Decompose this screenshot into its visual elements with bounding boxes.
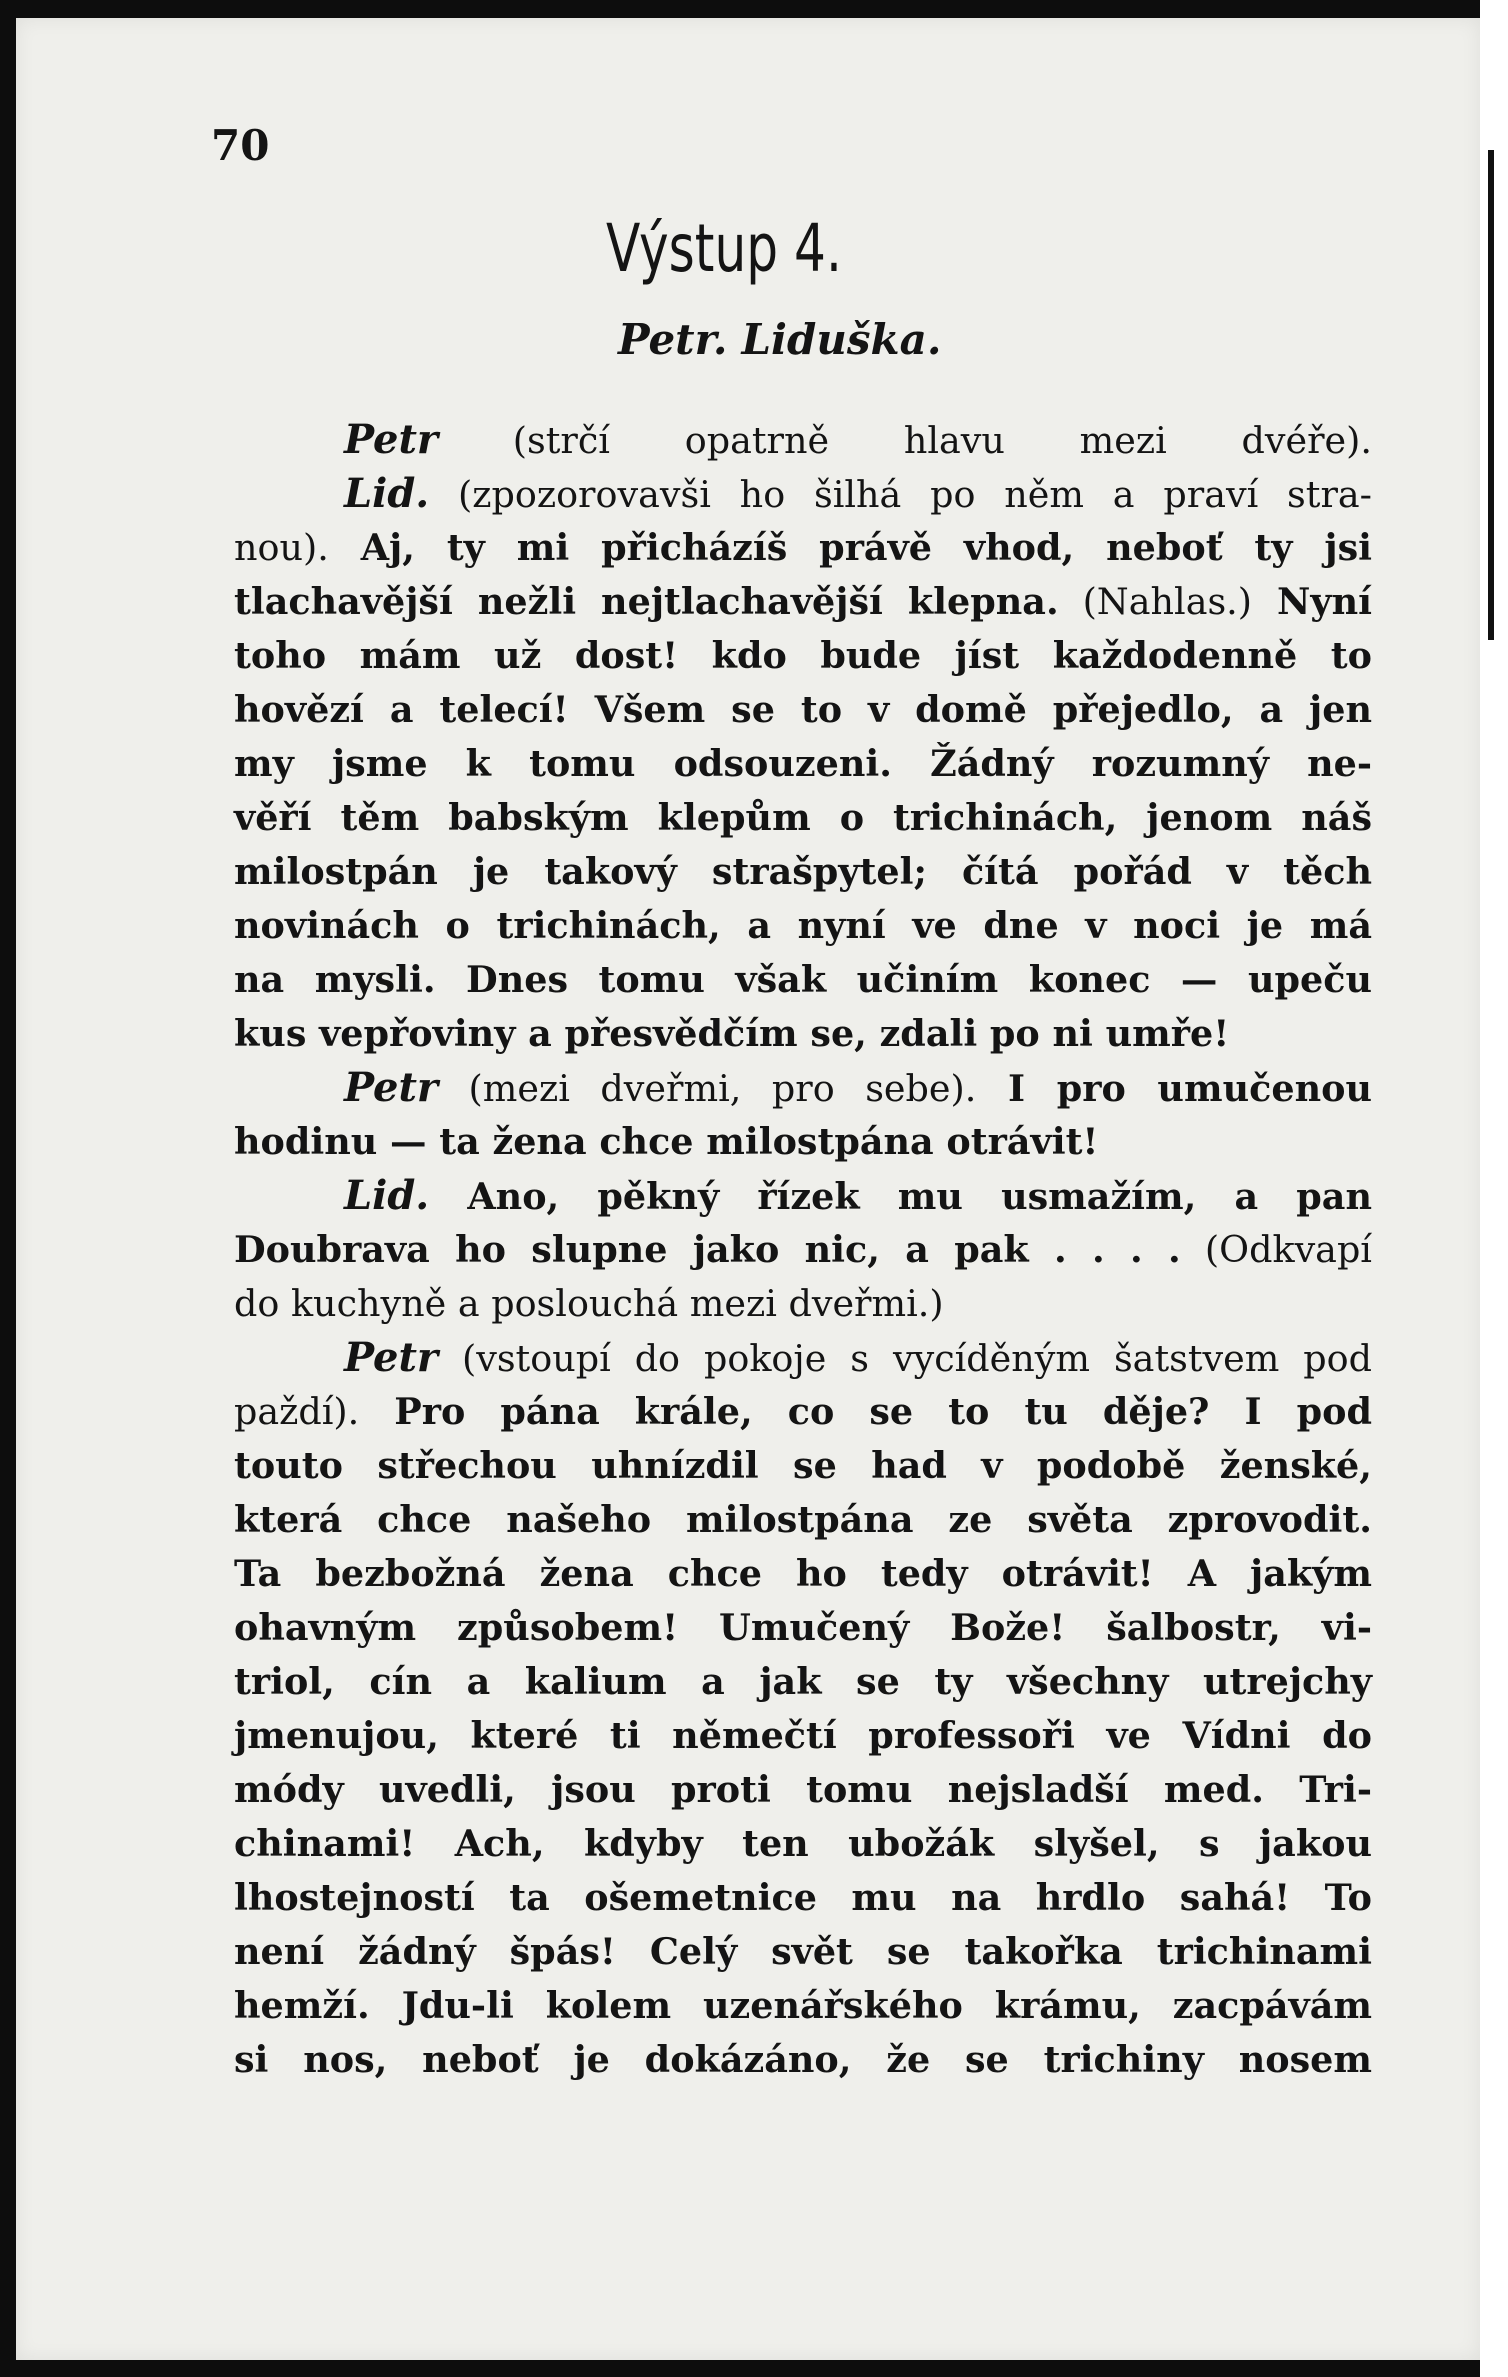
stage-direction: (zpozorovavši ho šilhá po něm a praví stra- [429, 473, 1372, 516]
speaker-name: Lid. [344, 470, 430, 517]
speaker-name: Petr [344, 1064, 439, 1111]
text-line [234, 953, 1372, 1007]
spoken-text: hemží. Jdu-li kolem uzenářského krámu, zacpávám [234, 1984, 1372, 2027]
text-line [234, 629, 1372, 683]
spoken-text: věří těm babským klepům o trichinách, jenom náš [234, 796, 1372, 839]
speaker-name: Petr [344, 416, 439, 463]
spoken-text: kus vepřoviny a přesvědčím se, zdali po ni umře! [234, 1012, 1230, 1055]
spoken-text: tlachavější nežli nejtlachavější klepna. [234, 580, 1059, 623]
page-edge-shadow [1488, 150, 1494, 640]
text-line [234, 1763, 1372, 1817]
stage-direction: (Nahlas.) [1058, 580, 1253, 623]
spoken-text: která chce našeho milostpána ze světa zprovodit. [234, 1498, 1372, 1541]
spoken-text: hovězí a telecí! Všem se to v domě přejedlo, a jen [234, 688, 1372, 731]
speaker-name: Lid. [344, 1172, 430, 1219]
spoken-text: Pro pána krále, co se to tu děje? I pod [359, 1390, 1372, 1433]
spoken-text: toho mám už dost! kdo bude jíst každodenně to [234, 634, 1372, 677]
character-name: Liduška. [741, 315, 942, 364]
text-line [234, 737, 1372, 791]
text-line [234, 791, 1372, 845]
spoken-text: Ta bezbožná žena chce ho tedy otrávit! A jakým [234, 1552, 1372, 1595]
page-number: 70 [211, 121, 270, 170]
stage-direction: nou). [234, 526, 329, 569]
spoken-text: novinách o trichinách, a nyní ve dne v noci je má [234, 904, 1372, 947]
spoken-text: lhostejností ta ošemetnice mu na hrdlo sahá! To [234, 1876, 1372, 1919]
speaker-name: Petr [344, 1334, 439, 1381]
text-line [234, 1061, 1372, 1115]
spoken-text: módy uvedli, jsou proti tomu nejsladší med. Tri- [234, 1768, 1372, 1811]
spoken-text: Nyní [1252, 580, 1373, 623]
spoken-text: triol, cín a kalium a jak se ty všechny utrejchy [234, 1660, 1372, 1703]
text-line [234, 467, 1372, 521]
text-line [234, 2033, 1372, 2087]
text-line [234, 1493, 1372, 1547]
book-page [16, 18, 1480, 2360]
text-line [234, 413, 1372, 467]
text-line [234, 1115, 1372, 1169]
spoken-text: Doubrava ho slupne jako nic, a pak . . . . [234, 1228, 1181, 1271]
text-line [234, 1979, 1372, 2033]
spoken-text: my jsme k tomu odsouzeni. Žádný rozumný ne- [234, 742, 1372, 785]
text-line [234, 1655, 1372, 1709]
text-line [234, 1925, 1372, 1979]
stage-direction: (vstoupí do pokoje s vycíděným šatstvem pod [438, 1337, 1372, 1380]
adjacent-page-edge [1480, 0, 1508, 2377]
text-line [234, 1007, 1372, 1061]
spoken-text: touto střechou uhnízdil se had v podobě ženské, [234, 1444, 1372, 1487]
text-line [234, 1709, 1372, 1763]
text-line [234, 1331, 1372, 1385]
scene-title: Výstup 4. [606, 210, 842, 287]
spoken-text: hodinu — ta žena chce milostpána otrávit! [234, 1120, 1099, 1163]
spoken-text: milostpán je takový strašpytel; čítá pořád v těch [234, 850, 1372, 893]
text-line [234, 521, 1372, 575]
stage-direction: (strčí opatrně hlavu mezi dvéře). [438, 419, 1372, 462]
spoken-text: není žádný špás! Celý svět se takořka trichinami [234, 1930, 1372, 1973]
spoken-text: chinami! Ach, kdyby ten ubožák slyšel, s jakou [234, 1822, 1372, 1865]
scene-characters [618, 315, 941, 364]
text-line [234, 1277, 1372, 1331]
spoken-text: na mysli. Dnes tomu však učiním konec — upeču [234, 958, 1372, 1001]
text-line [234, 1817, 1372, 1871]
text-line [234, 1547, 1372, 1601]
text-line [234, 1601, 1372, 1655]
spoken-text: Aj, ty mi přicházíš právě vhod, neboť ty jsi [328, 526, 1372, 569]
spoken-text: jmenujou, které ti němečtí professoři ve Vídni do [234, 1714, 1372, 1757]
stage-direction: (mezi dveřmi, pro sebe). [438, 1067, 977, 1110]
spoken-text: ohavným způsobem! Umučený Bože! šalbostr, vi- [234, 1606, 1372, 1649]
text-line [234, 1223, 1372, 1277]
text-line [234, 845, 1372, 899]
spoken-text: si nos, neboť je dokázáno, že se trichiny nosem [234, 2038, 1372, 2081]
spoken-text: Ano, pěkný řízek mu usmažím, a pan [429, 1175, 1372, 1218]
stage-direction: do kuchyně a poslouchá mezi dveřmi.) [234, 1282, 944, 1325]
text-line [234, 575, 1372, 629]
text-line [234, 1439, 1372, 1493]
stage-direction: (Odkvapí [1180, 1228, 1372, 1271]
text-line [234, 899, 1372, 953]
play-text [234, 413, 1372, 2087]
text-line [234, 1871, 1372, 1925]
text-line [234, 1385, 1372, 1439]
spoken-text: I pro umučenou [976, 1067, 1372, 1110]
stage-direction: paždí). [234, 1390, 360, 1433]
character-name: Petr. [618, 315, 728, 364]
text-line [234, 1169, 1372, 1223]
text-line [234, 683, 1372, 737]
